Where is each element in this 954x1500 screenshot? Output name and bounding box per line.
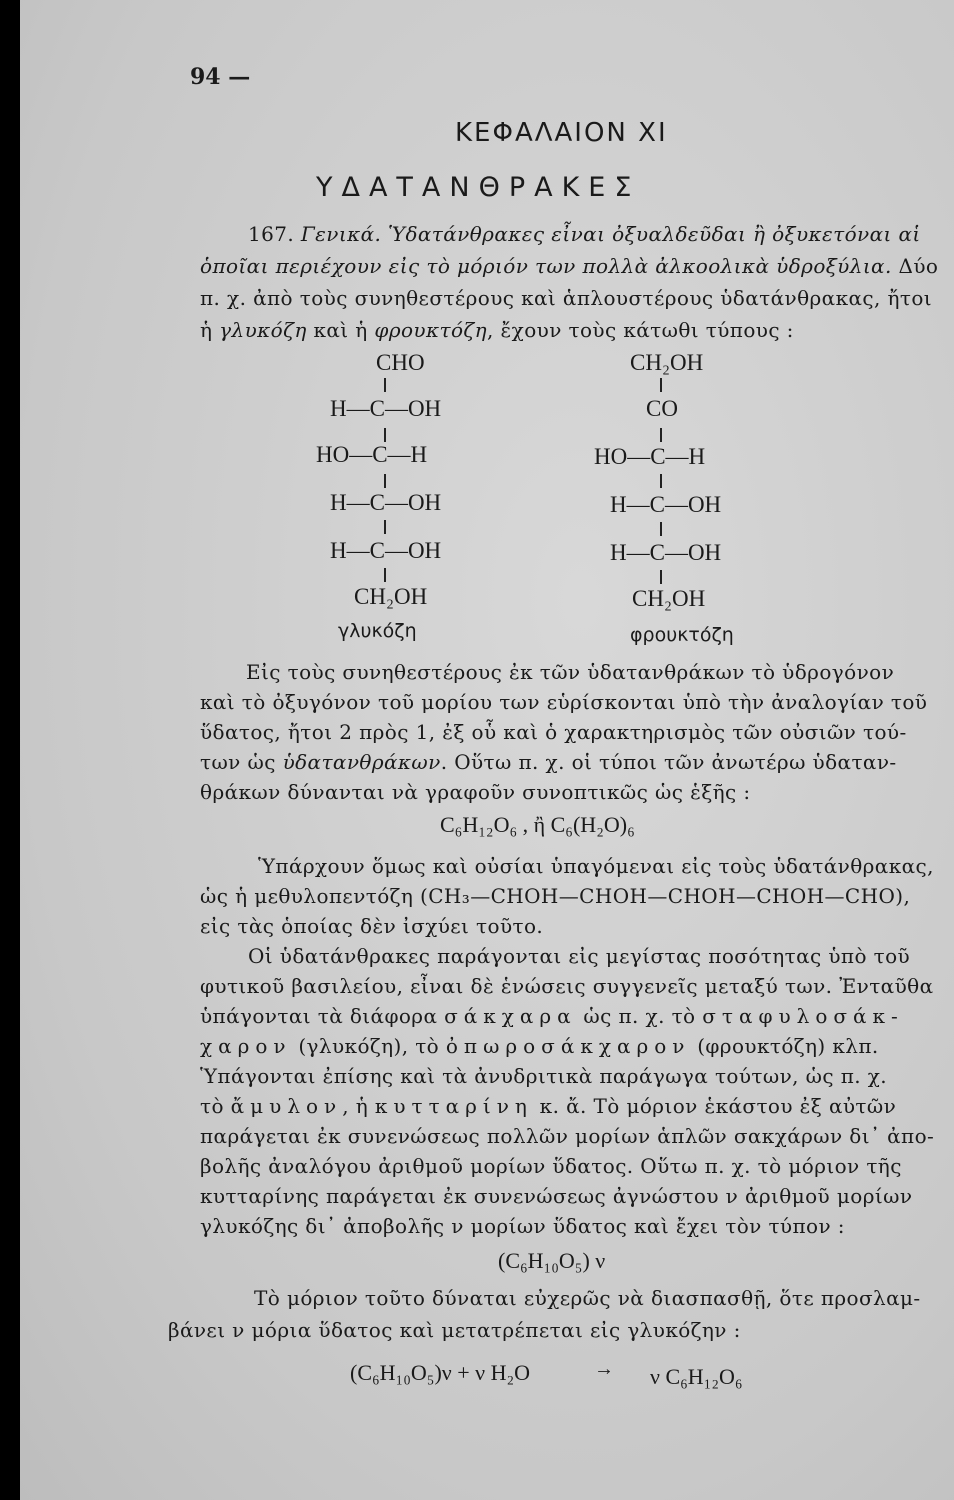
term-cellulose: κυτταρίνη [374,1094,533,1118]
para4-line10: γλυκόζης δι᾽ ἀποβολῆς ν μορίων ὕδατος καὶ ἔχει τὸν τύπον : [200,1214,845,1238]
para2-line3: ὕδατος, ἤτοι 2 πρὸς 1, ἐξ οὗ καὶ ὁ χαρακτηρισμὸς τῶν οὐσιῶν τού- [200,720,907,744]
glucose-row: CHO [376,350,425,375]
para4-l6-a: τὸ [200,1094,231,1118]
term-grape-sugar: σταφυλοσάκ- [702,1004,904,1028]
bond-line [660,570,662,584]
glucose-row: H—C—OH [330,396,442,421]
equation-left: (C₆H₁₀O₅)ν + ν H₂O [350,1360,531,1385]
term-grape-sugar-end: χαρον [200,1034,292,1058]
term-starch: ἄμυλον [230,1094,343,1118]
para1-line3: π. χ. ἀπὸ τοὺς συνηθεστέρους καὶ ἁπλουστέρους ὑδατάνθρακας, ἤτοι [200,286,933,310]
term-carbohydrates: ὑδατανθράκων [282,750,441,774]
para4-l4-b: (γλυκόζη), τὸ [291,1034,446,1058]
page-number: 94 — [190,64,251,90]
para1-l2-italic: ὁποῖαι περιέχουν εἰς τὸ μόριόν των πολλὰ ἀλκοολικὰ ὑδροξύλια. [200,254,892,278]
para4-line8: βολῆς ἀναλόγου ἀριθμοῦ μορίων ὕδατος. Οὕτω π. χ. τὸ μόριον τῆς [200,1154,902,1178]
para1-l4-a: ἡ [200,318,220,342]
section-number: 167. [248,222,301,246]
para4-line7: παράγεται ἐκ συνενώσεως πολλῶν μορίων ἁπλῶν σακχάρων δι᾽ ἀπο- [200,1124,935,1148]
para1-line4 [200,318,794,342]
glucose-row: H—C—OH [330,538,442,563]
para4-l3-c: ὡς π. χ. τὸ [576,1004,703,1028]
glucose-row: H—C—OH [330,490,442,515]
bond-line [384,378,386,392]
para3-line3: εἰς τὰς ὁποίας δὲν ἰσχύει τοῦτο. [200,914,544,938]
para4-l6-e: κ. ἄ. Τὸ μόριον ἑκάστου ἐξ αὐτῶν [532,1094,897,1118]
bond-line [384,520,386,534]
bond-line [660,474,662,488]
bond-line [384,428,386,442]
bond-line [660,378,662,392]
cellulose-formula: (C₆H₁₀O₅) ν [498,1248,606,1273]
para2-line5: θράκων δύνανται νὰ γραφοῦν συνοπτικῶς ὡς ἑξῆς : [200,780,751,804]
para4-line2: φυτικοῦ βασιλείου, εἶναι δὲ ἑνώσεις συγγενεῖς μεταξύ των. Ἐνταῦθα [200,974,934,998]
glucose-row: CH₂OH [354,584,428,609]
fructose-label: φρουκτόζη [630,624,734,646]
summary-formula: C₆H₁₂O₆ , ἢ C₆(H₂O)₆ [440,812,635,837]
term-fructose: φρουκτόζη [374,318,488,342]
para2-line1: Εἰς τοὺς συνηθεστέρους ἐκ τῶν ὑδατανθράκων τὸ ὑδρογόνον [246,660,895,684]
term-fruit-sugar: ὀπωροσάκχαρον [445,1034,691,1058]
para1-l4-e: , ἔχουν τοὺς κάτωθι τύπους : [487,318,794,342]
chapter-heading: ΚΕΦΑΛΑΙΟΝ XI [455,118,668,148]
term-sugars: σάκχαρα [444,1004,577,1028]
para3-line2: ὡς ἡ μεθυλοπεντόζη (CH₃—CHOH—CHOH—CHOH—CHOH—CHO), [200,884,911,908]
equation-right: ν C₆H₁₂O₆ [650,1364,743,1389]
book-page [20,0,954,1500]
para2-l4-c: . Οὕτω π. χ. οἱ τύποι τῶν ἀνωτέρω ὑδαταν- [440,750,897,774]
para4-l3-a: ὑπάγονται τὰ διάφορα [200,1004,445,1028]
para4-line3 [200,1004,904,1028]
fructose-row: H—C—OH [610,492,722,517]
glucose-label: γλυκόζη [338,620,417,642]
para1-line2 [200,254,938,278]
para1-l4-c: καὶ ἡ [306,318,375,342]
para3-line1: Ὑπάρχουν ὅμως καὶ οὐσίαι ὑπαγόμεναι εἰς τοὺς ὑδατάνθρακας, [258,854,934,878]
para4-l6-c: , ἡ [342,1094,375,1118]
bond-line [384,568,386,582]
para2-line4 [200,750,897,774]
fructose-row: CH₂OH [630,350,704,375]
para2-l4-a: των ὡς [200,750,283,774]
fructose-row: CH₂OH [632,586,706,611]
para2-line2: καὶ τὸ ὀξυγόνον τοῦ μορίου των εὑρίσκονται ὑπὸ τὴν ἀναλογίαν τοῦ [200,690,928,714]
fructose-row: CO [646,396,678,421]
para1-l2-text: Δύο [898,254,939,278]
para1-l1-italic: Γενικά. Ὑδατάνθρακες εἶναι ὀξυαλδεῦδαι ἢ ὀξυκετόναι αἱ [300,222,921,246]
section-title: ΥΔΑΤΑΝΘΡΑΚΕΣ [316,172,641,203]
arrow-icon: → [594,1358,614,1380]
para4-l4-d: (φρουκτόζη) κλπ. [690,1034,879,1058]
para1-line1 [248,222,921,246]
para5-line2: βάνει ν μόρια ὕδατος καὶ μετατρέπεται εἰς γλυκόζην : [168,1318,741,1342]
para4-line9: κυτταρίνης παράγεται ἐκ συνενώσεως ἀγνώστου ν ἀριθμοῦ μορίων [200,1184,913,1208]
fructose-row: HO—C—H [594,444,706,469]
para4-line6 [200,1094,896,1118]
glucose-row: HO—C—H [316,442,428,467]
para4-line1: Οἱ ὑδατάνθρακες παράγονται εἰς μεγίστας ποσότητας ὑπὸ τοῦ [248,944,911,968]
bond-line [660,428,662,442]
para4-line4 [200,1034,879,1058]
term-glucose: γλυκόζη [219,318,307,342]
bond-line [660,522,662,536]
para5-line1: Τὸ μόριον τοῦτο δύναται εὐχερῶς νὰ διασπασθῇ, ὅτε προσλαμ- [254,1286,921,1310]
para4-line5: Ὑπάγονται ἐπίσης καὶ τὰ ἀνυδριτικὰ παράγωγα τούτων, ὡς π. χ. [200,1064,888,1088]
bond-line [384,474,386,488]
fructose-row: H—C—OH [610,540,722,565]
